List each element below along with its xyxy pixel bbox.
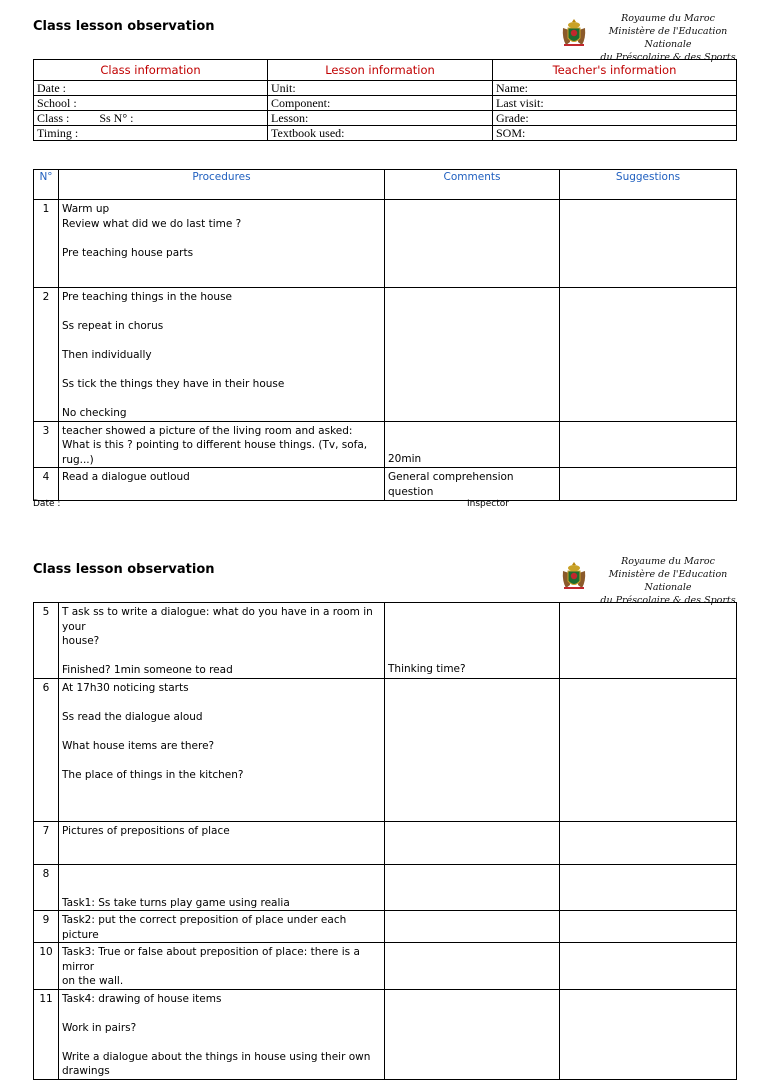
procedure-line: What house items are there? bbox=[62, 739, 215, 752]
table-row bbox=[34, 989, 737, 1079]
header-class-information: Class information bbox=[34, 60, 268, 81]
procedure-line: At 17h30 noticing starts bbox=[62, 681, 189, 694]
suggestion-cell bbox=[560, 943, 737, 990]
table-row bbox=[34, 603, 737, 679]
info-cell-lesson: Lesson: bbox=[268, 111, 493, 126]
info-cell-timing: Timing : bbox=[34, 126, 268, 141]
procedure-line: Write a dialogue about the things in house using their own bbox=[62, 1050, 371, 1063]
info-table bbox=[33, 59, 737, 141]
row-number: 9 bbox=[34, 911, 59, 943]
row-number: 11 bbox=[34, 989, 59, 1079]
procedure-line: The place of things in the kitchen? bbox=[62, 768, 244, 781]
procedure-line bbox=[62, 695, 381, 710]
comment-cell bbox=[385, 200, 560, 288]
info-cell-date: Date : bbox=[34, 81, 268, 96]
info-cell-class: Class : Ss N° : bbox=[34, 111, 268, 126]
info-cell-textbook: Textbook used: bbox=[268, 126, 493, 141]
procedure-cell bbox=[59, 200, 385, 288]
procedure-line: Task1: Ss take turns play game using realia bbox=[62, 896, 290, 909]
comment-cell bbox=[385, 288, 560, 422]
procedure-line: Pre teaching things in the house bbox=[62, 291, 233, 303]
header-teacher-information: Teacher's information bbox=[493, 60, 737, 81]
procedure-cell bbox=[59, 864, 385, 911]
table-row bbox=[34, 468, 737, 501]
procedure-line: house? bbox=[62, 635, 100, 647]
row-number: 6 bbox=[34, 678, 59, 821]
comment-cell bbox=[385, 821, 560, 864]
procedures-header-row bbox=[34, 170, 737, 200]
procedure-line bbox=[62, 363, 381, 378]
table-row bbox=[34, 288, 737, 422]
procedure-line bbox=[62, 392, 381, 407]
header-lesson-information: Lesson information bbox=[268, 60, 493, 81]
suggestion-cell bbox=[560, 989, 737, 1079]
procedure-cell bbox=[59, 821, 385, 864]
info-cell-som: SOM: bbox=[493, 126, 737, 141]
procedure-line: Read a dialogue outloud bbox=[62, 471, 190, 483]
procedure-line: Then individually bbox=[62, 349, 152, 361]
info-cell-component: Component: bbox=[268, 96, 493, 111]
ministry-header bbox=[560, 555, 750, 606]
row-number: 1 bbox=[34, 200, 59, 288]
info-cell-last-visit: Last visit: bbox=[493, 96, 737, 111]
procedure-line: T ask ss to write a dialogue: what do you have in a room in your bbox=[62, 606, 373, 633]
info-cell-name: Name: bbox=[493, 81, 737, 96]
info-row bbox=[34, 111, 737, 126]
procedure-line bbox=[62, 334, 381, 349]
ministry-line-department: du Préscolaire & des Sports bbox=[600, 52, 736, 63]
header-suggestions: Suggestions bbox=[560, 170, 737, 200]
info-row bbox=[34, 96, 737, 111]
ministry-line-kingdom: Royaume du Maroc bbox=[621, 13, 715, 24]
procedure-line bbox=[62, 1006, 381, 1021]
table-row bbox=[34, 421, 737, 468]
procedure-line: Warm up bbox=[62, 203, 110, 215]
procedure-line bbox=[62, 305, 381, 320]
comment-cell bbox=[385, 864, 560, 911]
info-row bbox=[34, 126, 737, 141]
comment-cell bbox=[385, 989, 560, 1079]
inspector-label: Inspector bbox=[467, 499, 509, 509]
suggestion-cell bbox=[560, 421, 737, 468]
procedures-rows bbox=[34, 200, 737, 501]
procedures-rows bbox=[34, 603, 737, 1080]
procedure-line bbox=[62, 867, 381, 882]
header-number: N° bbox=[34, 170, 59, 200]
coat-of-arms-icon bbox=[560, 561, 588, 591]
row-number: 3 bbox=[34, 421, 59, 468]
table-row bbox=[34, 943, 737, 990]
row-number: 8 bbox=[34, 864, 59, 911]
row-number: 4 bbox=[34, 468, 59, 501]
info-cell-school: School : bbox=[34, 96, 268, 111]
page-title: Class lesson observation bbox=[33, 19, 215, 34]
suggestion-cell bbox=[560, 468, 737, 501]
procedures-table bbox=[33, 169, 737, 501]
procedure-line bbox=[62, 231, 381, 246]
procedure-line: Ss repeat in chorus bbox=[62, 320, 164, 332]
row-number: 10 bbox=[34, 943, 59, 990]
row-number: 5 bbox=[34, 603, 59, 679]
procedure-line: teacher showed a picture of the living room and asked: bbox=[62, 424, 353, 437]
comment-cell: 20min bbox=[385, 421, 560, 468]
procedure-line: Review what did we do last time ? bbox=[62, 217, 242, 230]
procedure-line: Ss tick the things they have in their house bbox=[62, 378, 285, 390]
procedure-cell bbox=[59, 943, 385, 990]
procedure-cell bbox=[59, 468, 385, 501]
suggestion-cell bbox=[560, 603, 737, 679]
page-title: Class lesson observation bbox=[33, 562, 215, 577]
procedure-line: drawings bbox=[62, 1065, 110, 1077]
procedure-cell bbox=[59, 911, 385, 943]
procedure-line: Task2: put the correct preposition of place under each picture bbox=[62, 914, 347, 941]
info-cell-grade: Grade: bbox=[493, 111, 737, 126]
procedure-cell bbox=[59, 603, 385, 679]
ministry-line-kingdom: Royaume du Maroc bbox=[621, 556, 715, 567]
comment-cell: General comprehension question bbox=[385, 468, 560, 501]
procedure-line: on the wall. bbox=[62, 975, 124, 987]
procedure-cell bbox=[59, 288, 385, 422]
suggestion-cell bbox=[560, 288, 737, 422]
date-label: Date : bbox=[33, 499, 61, 509]
row-number: 2 bbox=[34, 288, 59, 422]
comment-cell bbox=[385, 943, 560, 990]
procedure-cell bbox=[59, 421, 385, 468]
procedure-line: Task4: drawing of house items bbox=[62, 992, 222, 1005]
ministry-line-department: du Préscolaire & des Sports bbox=[600, 595, 736, 606]
suggestion-cell bbox=[560, 821, 737, 864]
procedure-line: Ss read the dialogue aloud bbox=[62, 710, 203, 723]
table-row bbox=[34, 864, 737, 911]
info-row bbox=[34, 81, 737, 96]
row-number: 7 bbox=[34, 821, 59, 864]
suggestion-cell bbox=[560, 678, 737, 821]
comment-cell bbox=[385, 911, 560, 943]
suggestion-cell bbox=[560, 200, 737, 288]
table-row bbox=[34, 911, 737, 943]
coat-of-arms-icon bbox=[560, 18, 588, 48]
procedure-line bbox=[62, 881, 381, 896]
procedures-table-continued bbox=[33, 602, 737, 1080]
procedure-line bbox=[62, 649, 381, 664]
table-row bbox=[34, 200, 737, 288]
ministry-line-ministry: Ministère de l'Education Nationale bbox=[608, 569, 728, 593]
procedure-line bbox=[62, 1035, 381, 1050]
procedure-line: Pre teaching house parts bbox=[62, 246, 194, 259]
procedure-line: No checking bbox=[62, 407, 127, 419]
ministry-line-ministry: Ministère de l'Education Nationale bbox=[608, 26, 728, 50]
header-comments: Comments bbox=[385, 170, 560, 200]
procedure-line: Pictures of prepositions of place bbox=[62, 824, 230, 837]
suggestion-cell bbox=[560, 864, 737, 911]
procedure-line: Task3: True or false about preposition of place: there is a mirror bbox=[62, 946, 360, 973]
info-cell-unit: Unit: bbox=[268, 81, 493, 96]
suggestion-cell bbox=[560, 911, 737, 943]
procedure-line bbox=[62, 724, 381, 739]
header-procedures: Procedures bbox=[59, 170, 385, 200]
info-header-row bbox=[34, 60, 737, 81]
procedure-line bbox=[62, 753, 381, 768]
procedure-line: Work in pairs? bbox=[62, 1021, 137, 1034]
table-row bbox=[34, 678, 737, 821]
procedure-line: What is this ? pointing to different house things. (Tv, sofa, rug...) bbox=[62, 439, 368, 466]
table-row bbox=[34, 821, 737, 864]
procedure-cell bbox=[59, 989, 385, 1079]
comment-cell bbox=[385, 678, 560, 821]
ministry-header bbox=[560, 12, 750, 63]
comment-cell: Thinking time? bbox=[385, 603, 560, 679]
procedure-line: Finished? 1min someone to read bbox=[62, 664, 233, 676]
procedure-cell bbox=[59, 678, 385, 821]
